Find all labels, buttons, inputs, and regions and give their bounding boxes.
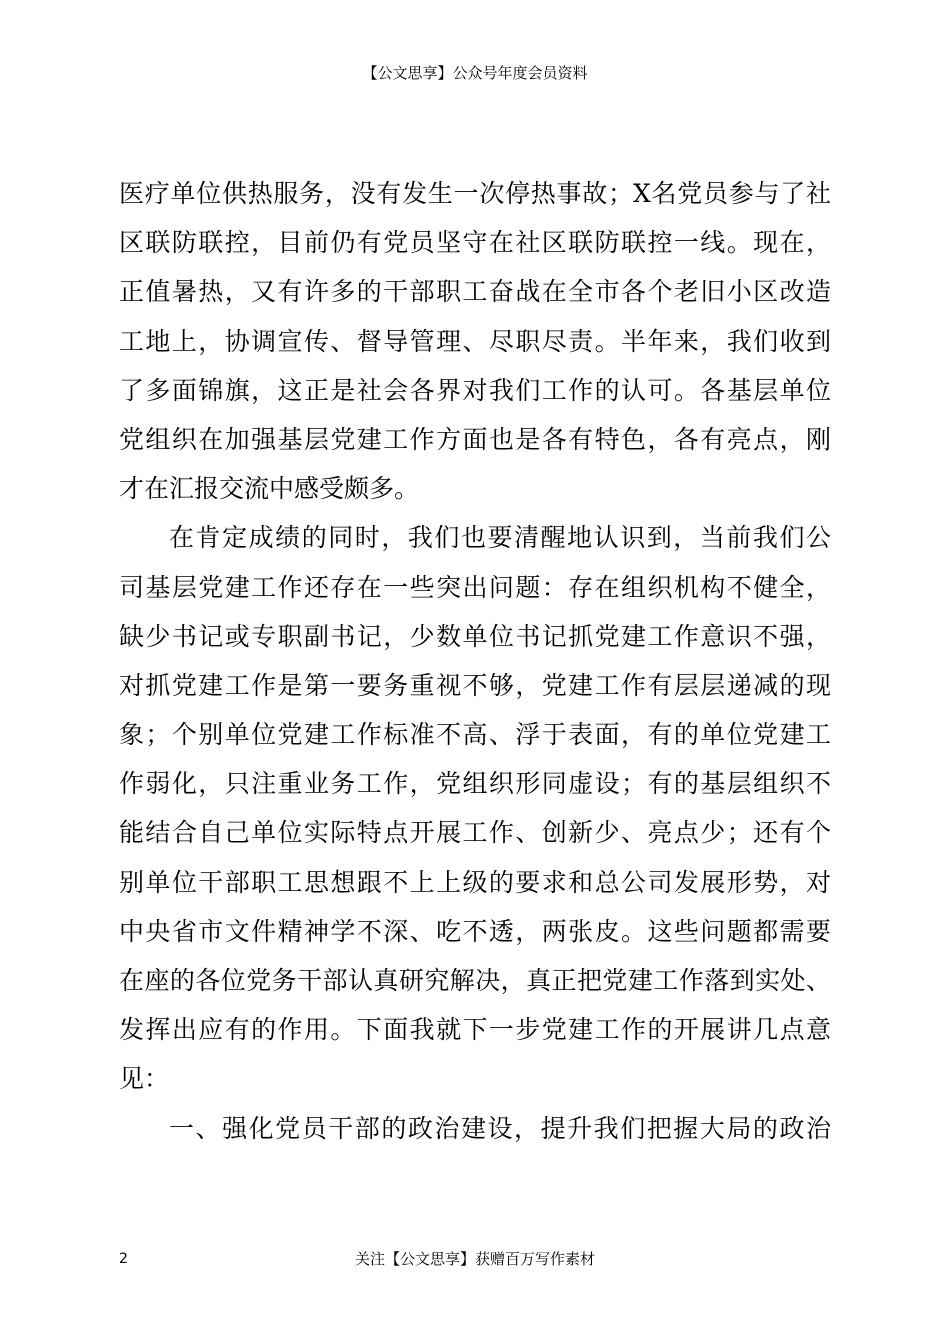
- paragraph-2-line-11: 发挥出应有的作用。下面我就下一步党建工作的开展讲几点意: [119, 1015, 831, 1045]
- paragraph-2-line-6: 作弱化，只注重业务工作，党组织形同虚设；有的基层组织不: [119, 769, 831, 799]
- paragraph-1-line-1: 医疗单位供热服务，没有发生一次停热事故；X名党员参与了社: [119, 179, 831, 208]
- document-body: [119, 169, 831, 1153]
- paragraph-2-line-10: 在座的各位党务干部认真研究解决，真正把党建工作落到实处、: [119, 966, 831, 995]
- paragraph-1-line-7: 才在汇报交流中感受颇多。: [119, 474, 420, 504]
- paragraph-2-line-1: 在肯定成绩的同时，我们也要清醒地认识到，当前我们公: [169, 523, 831, 553]
- paragraph-1-line-4: 工地上，协调宣传、督导管理、尽职尽责。半年来，我们收到: [119, 326, 831, 356]
- page-header: 【公文思享】公众号年度会员资料: [362, 64, 588, 82]
- paragraph-1-line-2: 区联防联控，目前仍有党员坚守在社区联防联控一线。现在，: [119, 228, 831, 258]
- paragraph-2-line-7: 能结合自己单位实际特点开展工作、创新少、亮点少；还有个: [119, 818, 831, 848]
- paragraph-2-line-4: 对抓党建工作是第一要务重视不够，党建工作有层层递减的现: [119, 670, 831, 700]
- paragraph-2-line-5: 象；个别单位党建工作标准不高、浮于表面，有的单位党建工: [119, 720, 831, 750]
- paragraph-2-line-8: 别单位干部职工思想跟不上上级的要求和总公司发展形势，对: [119, 867, 831, 897]
- paragraph-2-line-3: 缺少书记或专职副书记，少数单位书记抓党建工作意识不强，: [119, 621, 831, 651]
- paragraph-1-line-5: 了多面锦旗，这正是社会各界对我们工作的认可。各基层单位: [119, 375, 831, 405]
- paragraph-2-line-12: 见：: [119, 1064, 170, 1094]
- paragraph-2-line-2: 司基层党建工作还存在一些突出问题：存在组织机构不健全，: [119, 572, 831, 602]
- section-heading-line-1: 一、强化党员干部的政治建设，提升我们把握大局的政治: [169, 1113, 831, 1143]
- page-number: 2: [119, 1251, 128, 1267]
- paragraph-2-line-9: 中央省市文件精神学不深、吃不透，两张皮。这些问题都需要: [119, 916, 831, 946]
- paragraph-1-line-3: 正值暑热，又有许多的干部职工奋战在全市各个老旧小区改造: [119, 277, 831, 307]
- paragraph-1-line-6: 党组织在加强基层党建工作方面也是各有特色，各有亮点，刚: [119, 424, 831, 454]
- page-footer: 关注【公文思享】获赠百万写作素材: [354, 1250, 595, 1268]
